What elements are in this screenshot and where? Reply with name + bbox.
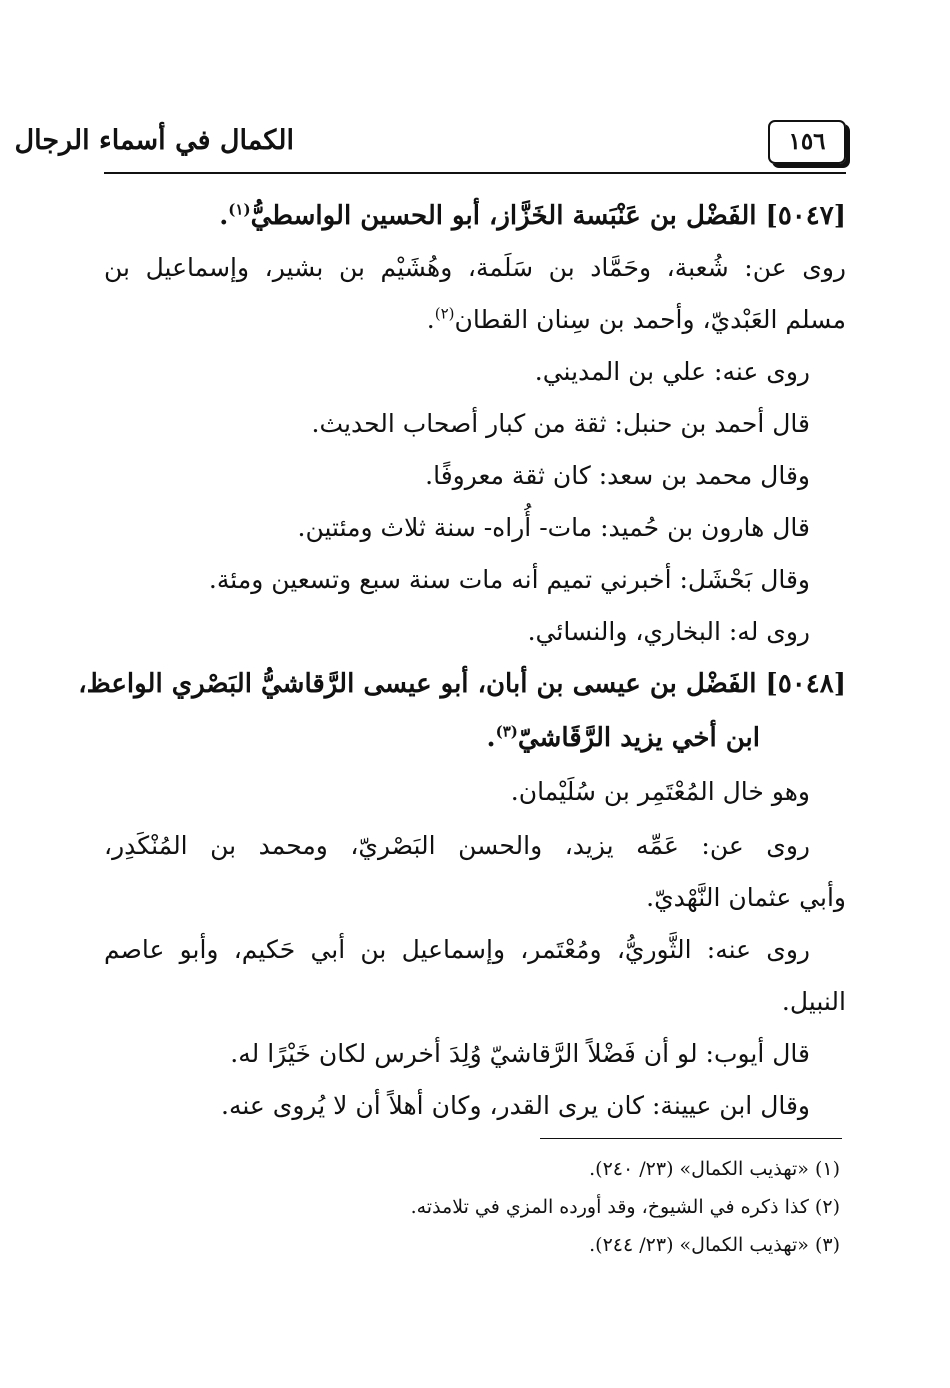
footnote-item: (٣) «تهذيب الكمال» (٢٣/ ٢٤٤). [589, 1234, 840, 1256]
line-end: . [426, 305, 435, 334]
text-line [104, 244, 846, 292]
footnote-item: (١) «تهذيب الكمال» (٢٣/ ٢٤٠). [589, 1158, 840, 1180]
line-text: روى عن: عَمِّه يزيد، والحسن البَصْريّ، ومحمد بن المُنْكَدِر، [104, 831, 810, 860]
line-text: روى عن: شُعبة، وحَمَّاد بن سَلَمة، وهُشَيْم بن بشير، وإسماعيل بن [104, 253, 846, 282]
line-text: [٥٠٤٧] الفَضْل بن عَنْبَسة الخَزَّاز، أبو الحسين الواسطيُّ [250, 201, 846, 231]
footnote-item: (٢) كذا ذكره في الشيوخ، وقد أورده المزي في تلامذته. [410, 1196, 840, 1218]
book-title: الكمال في أسماء الرجال [14, 125, 294, 156]
text-line [104, 822, 810, 870]
text-line [312, 400, 810, 448]
text-line [221, 1082, 810, 1130]
line-end: . [486, 723, 496, 753]
text-line [425, 452, 810, 500]
footnote-rule [540, 1138, 842, 1139]
page-number-box [768, 120, 846, 164]
line-text: روى عنه: الثَّوريُّ، ومُعْتَمر، وإسماعيل بن أبي حَكيم، وأبو عاصم [104, 935, 810, 964]
line-end: . [219, 201, 229, 231]
line-text: وقال ابن عيينة: كان يرى القدر، وكان أهلاً أن لا يُروى عنه. [221, 1091, 810, 1120]
line-text: قال هارون بن حُميد: مات- أُراه- سنة ثلاث ومئتين. [297, 513, 810, 542]
footnote-ref: (٣) [495, 722, 518, 741]
text-line [298, 504, 810, 552]
line-text: وهو خال المُعْتَمِر بن سُلَيْمان. [510, 777, 810, 806]
entry-heading-5048 [78, 660, 846, 708]
text-line [104, 926, 810, 974]
line-text: مسلم العَبْديّ، وأحمد بن سِنان القطان [454, 305, 846, 334]
line-text: وقال بَحْشَل: أخبرني تميم أنه مات سنة سبع وتسعين ومئة. [208, 565, 810, 594]
footnote-ref: (١) [228, 200, 251, 219]
line-text: قال أيوب: لو أن فَضْلاً الرَّقاشيّ وُلِدَ أخرس لكان خَيْرًا له. [230, 1039, 810, 1068]
page-number: ١٥٦ [788, 128, 826, 155]
text-line [646, 874, 846, 922]
text-line [209, 556, 810, 604]
header-rule [104, 172, 846, 174]
line-text: [٥٠٤٨] الفَضْل بن عيسى بن أبان، أبو عيسى الرَّقاشيُّ البَصْري الواعظ، [78, 669, 846, 699]
line-text: وقال محمد بن سعد: كان ثقة معروفًا. [425, 461, 810, 490]
line-text: روى له: البخاري، والنسائي. [527, 617, 810, 646]
text-line [511, 768, 810, 816]
line-text: روى عنه: علي بن المديني. [534, 357, 810, 386]
line-text: وأبي عثمان النَّهْديّ. [646, 883, 846, 912]
line-text: قال أحمد بن حنبل: ثقة من كبار أصحاب الحديث. [311, 409, 810, 438]
text-line [782, 978, 846, 1026]
line-text: ابن أخي يزيد الرَّقَاشيّ [517, 723, 760, 753]
entry-heading-5047 [219, 192, 846, 240]
text-line [230, 1030, 810, 1078]
entry-heading-5048-cont [487, 714, 760, 762]
text-line [427, 296, 846, 344]
page-header [14, 112, 846, 174]
text-line [535, 348, 810, 396]
line-text: النبيل. [781, 987, 846, 1016]
text-line [528, 608, 810, 656]
footnote-ref: (٢) [434, 304, 455, 323]
